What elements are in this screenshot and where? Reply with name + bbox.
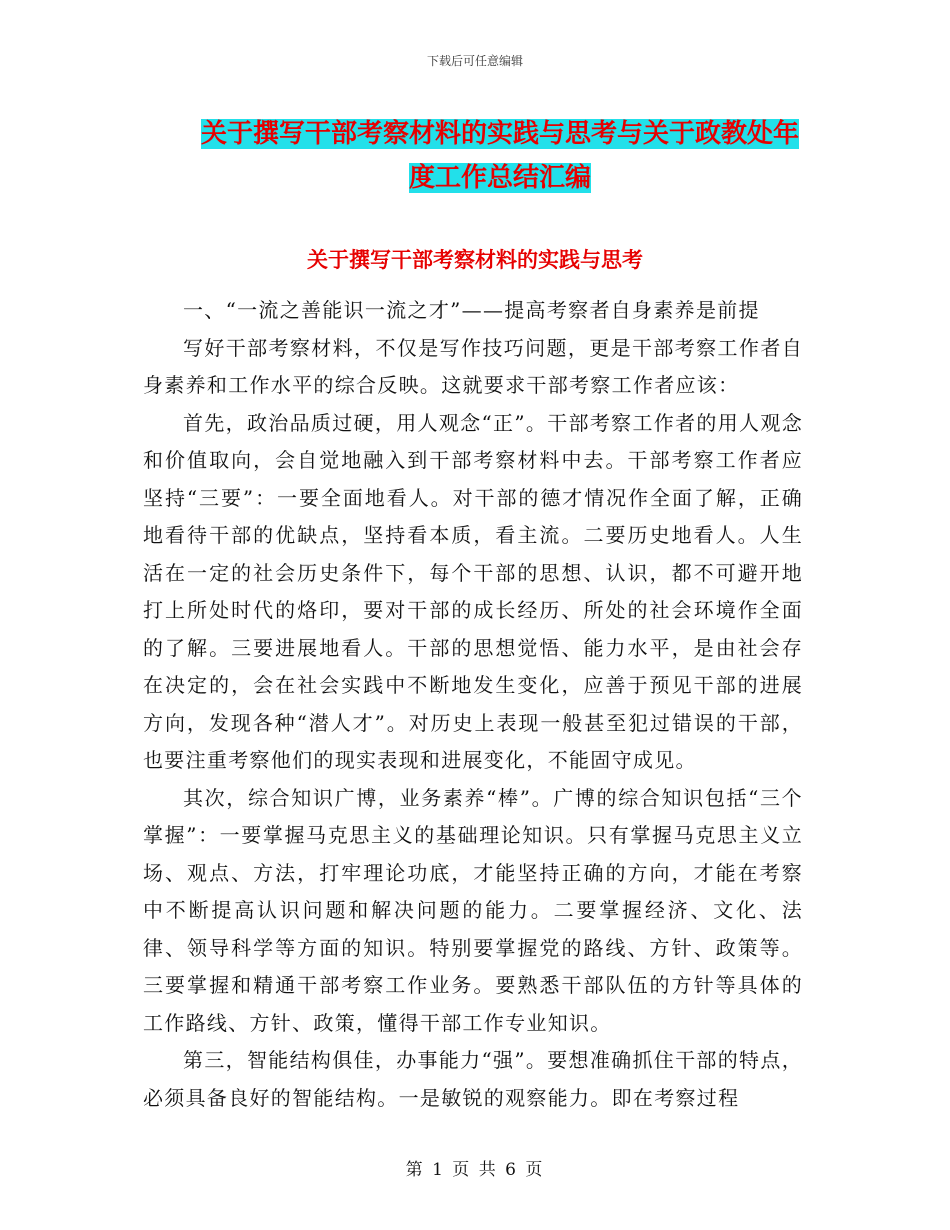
document-body [143,292,803,1117]
paragraph: 写好干部考察材料，不仅是写作技巧问题，更是干部考察工作者自身素养和工作水平的综合反映。这就要求干部考察工作者应该： [143,335,803,397]
document-title-text: 关于撰写干部考察材料的实践与思考与关于政教处年度工作总结汇编 [200,119,799,193]
section-heading: 一、“一流之善能识一流之才”——提高考察者自身素养是前提 [183,298,760,322]
paragraph: 第三，智能结构俱佳，办事能力“强”。要想准确抓住干部的特点，必须具备良好的智能结构。一是敏锐的观察能力。即在考察过程 [143,1048,803,1110]
document-subtitle: 关于撰写干部考察材料的实践与思考 [307,248,643,272]
paragraph: 其次，综合知识广博，业务素养“棒”。广博的综合知识包括“三个掌握”：一要掌握马克思主义的基础理论知识。只有掌握马克思主义立场、观点、方法，打牢理论功底，才能坚持正确的方向，才能在考察中不断提高认识问题和解决问题的能力。二要掌握经济、文化、法律、领导科学等方面的知识。特别要掌握党的路线、方针、政策等。三要掌握和精通干部考察工作业务。要熟悉干部队伍的方针等具体的工作路线、方针、政策，懂得干部工作专业知识。 [143,785,803,1035]
page-footer: 第 1 页 共 6 页 [405,1160,545,1180]
paragraph: 首先，政治品质过硬，用人观念“正”。干部考察工作者的用人观念和价值取向，会自觉地融入到干部考察材料中去。干部考察工作者应坚持“三要”：一要全面地看人。对干部的德才情况作全面了解，正确地看待干部的优缺点，坚持看本质，看主流。二要历史地看人。人生活在一定的社会历史条件下，每个干部的思想、认识，都不可避开地打上所处时代的烙印，要对干部的成长经历、所处的社会环境作全面的了解。三要进展地看人。干部的思想觉悟、能力水平，是由社会存在决定的，会在社会实践中不断地发生变化，应善于预见干部的进展方向，发现各种“潜人才”。对历史上表现一般甚至犯过错误的干部，也要注重考察他们的现实表现和进展变化，不能固守成见。 [143,410,803,772]
document-title [190,112,810,200]
page-header-note: 下载后可任意编辑 [426,54,523,68]
